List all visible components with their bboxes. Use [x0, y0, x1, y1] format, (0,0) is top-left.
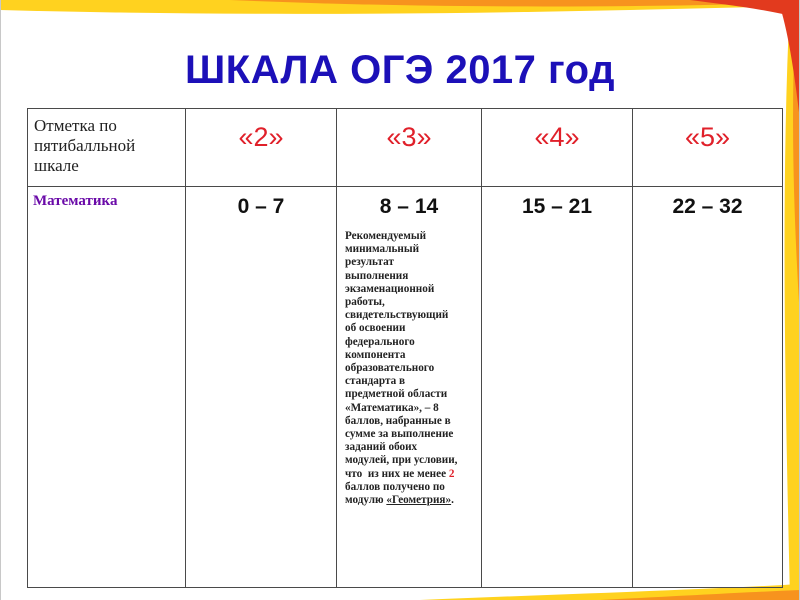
range-grade-4: 15 – 21 — [521, 195, 593, 218]
note-line: образовательного — [345, 362, 435, 375]
note-line: компонента — [345, 348, 406, 361]
note-line: заданий обоих — [345, 441, 418, 454]
header-label-line: пятибалльной — [34, 136, 136, 155]
subject-cell — [28, 187, 186, 588]
range-grade-3: 8 – 14 — [379, 195, 439, 218]
range-cell — [633, 187, 783, 588]
header-label-cell — [28, 109, 186, 187]
grade-3-label: «3» — [386, 122, 432, 152]
grade-5-label: «5» — [684, 122, 731, 152]
subject-name: Математика — [33, 193, 118, 209]
grade-2-label: «2» — [238, 122, 284, 152]
note-line: Рекомендуемый — [345, 230, 427, 242]
note-line: результат — [345, 256, 394, 269]
note-line: баллов, набранные в — [345, 414, 451, 427]
range-grade-2: 0 – 7 — [237, 195, 285, 218]
note-text: что из них не менее — [345, 467, 449, 480]
note-line: «Математика», – 8 — [345, 401, 439, 414]
note-line — [345, 494, 477, 507]
grade-header-cell — [633, 109, 783, 187]
note-line — [345, 468, 477, 481]
note-line: свидетельствующий — [345, 309, 449, 322]
note-line: экзаменационной — [345, 282, 435, 295]
header-label — [28, 109, 185, 176]
note-text: . — [451, 494, 454, 507]
grade-scale-table — [27, 108, 783, 588]
grade-header-cell — [482, 109, 633, 187]
note-line: модулей, при условии, — [345, 454, 458, 467]
table-header-row — [28, 109, 783, 187]
note-line: минимальный — [345, 243, 420, 256]
grade-4-label: «4» — [534, 122, 580, 152]
note-line: стандарта в — [345, 375, 406, 388]
note-line: об освоении — [345, 322, 406, 335]
page-title: ШКАЛА ОГЭ 2017 год — [185, 48, 615, 92]
grade-header-cell — [186, 109, 337, 187]
range-cell — [186, 187, 337, 588]
note-line: баллов получено по — [345, 480, 445, 493]
note-line: выполнения — [345, 269, 409, 282]
note-text: модулю — [345, 494, 387, 507]
header-label-line: Отметка по — [34, 116, 117, 135]
note-line: федерального — [345, 335, 415, 348]
header-label-line: шкале — [34, 156, 79, 175]
range-cell — [482, 187, 633, 588]
note-line: сумме за выполнение — [345, 428, 454, 441]
table-row-math — [28, 187, 783, 588]
note-line: предметной области — [345, 388, 448, 401]
grade-header-cell — [337, 109, 482, 187]
range-grade-5: 22 – 32 — [672, 195, 743, 218]
note-min-points: 2 — [448, 467, 455, 480]
note-module-name: «Геометрия» — [386, 494, 452, 507]
note-line: работы, — [345, 296, 385, 309]
range-cell — [337, 187, 482, 588]
minimum-result-note — [337, 219, 481, 507]
